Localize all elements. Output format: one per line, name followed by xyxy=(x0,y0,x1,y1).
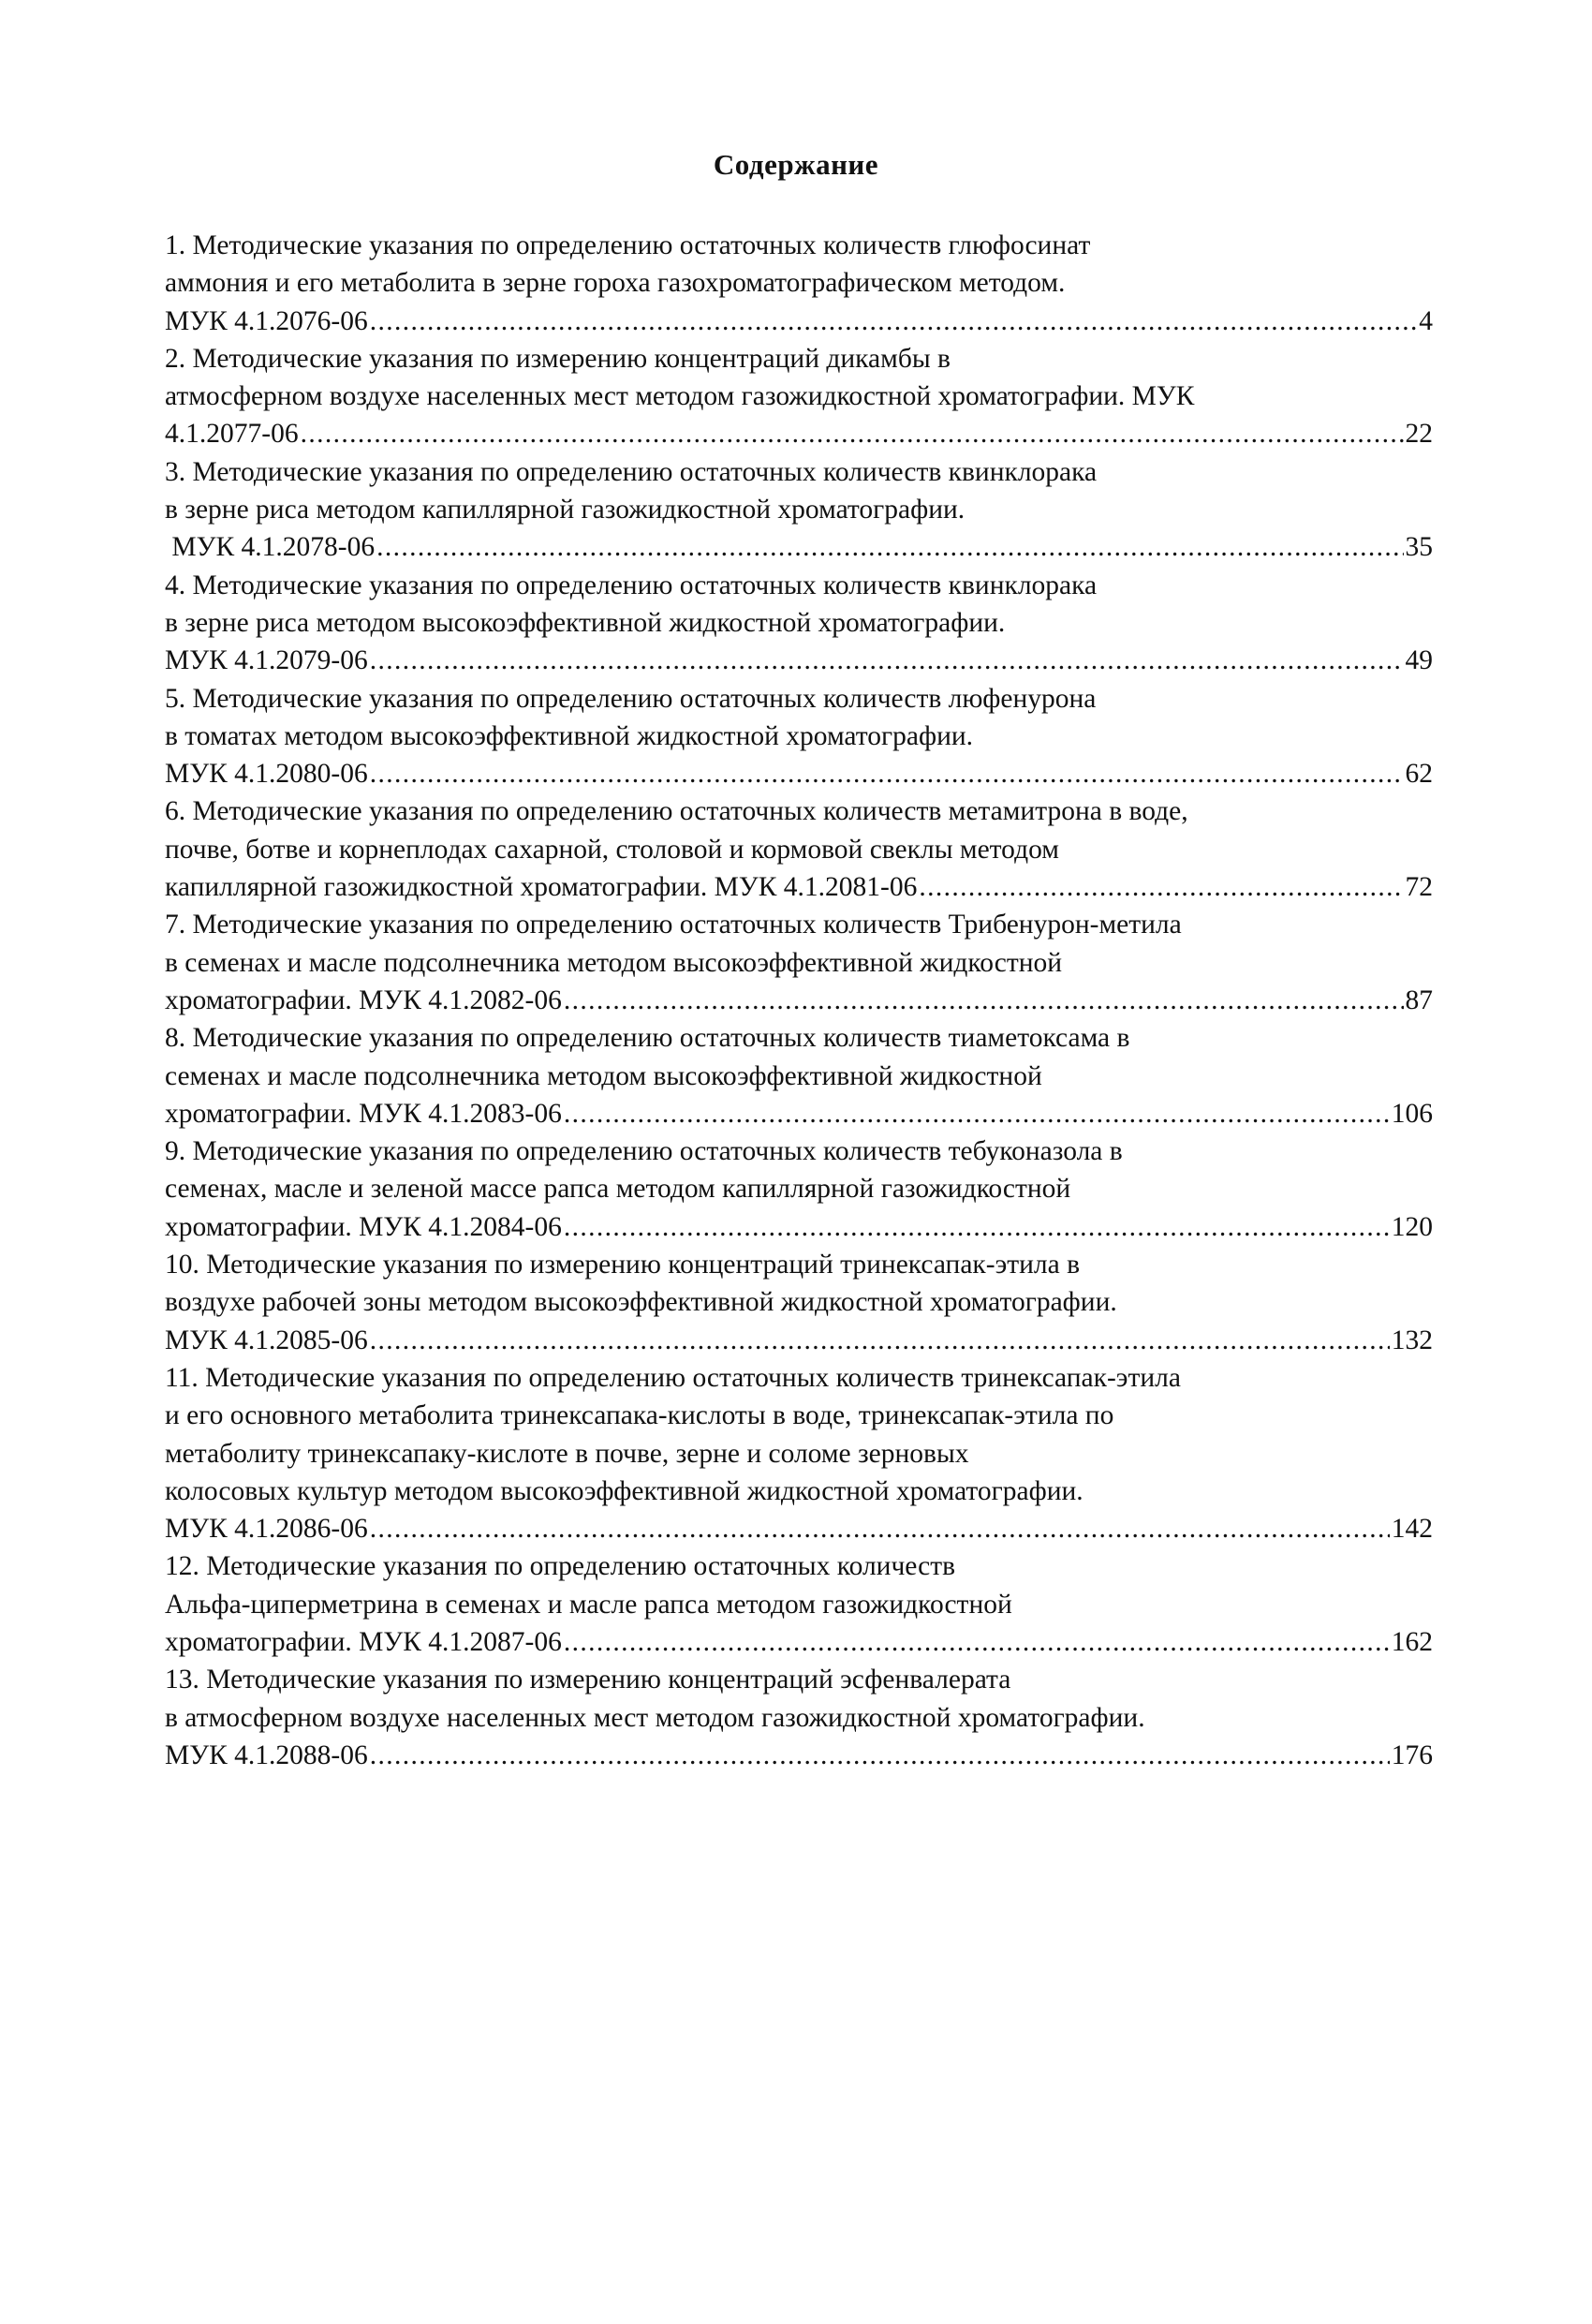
toc-entry[interactable] xyxy=(165,567,1433,680)
toc-entry[interactable] xyxy=(165,792,1433,906)
dot-leader xyxy=(370,303,1418,340)
toc-entry-page-number[interactable]: 35 xyxy=(1405,532,1433,563)
toc-entry-text-line: 5. Методические указания по определению остаточных количеств люфенурона xyxy=(165,683,1097,714)
toc-entry-reference-line xyxy=(165,1737,1433,1774)
dot-leader xyxy=(564,982,1404,1019)
toc-entry-text-line: семенах, масле и зеленой массе рапса методом капиллярной газожидкостной xyxy=(165,1174,1071,1205)
toc-entry-page-number[interactable]: 132 xyxy=(1391,1325,1433,1355)
toc-entry-reference-line xyxy=(165,642,1433,679)
dot-leader xyxy=(370,1510,1390,1547)
toc-entry-text-line: 7. Методические указания по определению остаточных количеств Трибенурон-метила xyxy=(165,910,1182,940)
toc-entry-document-code: хроматографии. МУК 4.1.2087-06 xyxy=(165,1626,562,1657)
toc-entry-text-line: почве, ботве и корнеплодах сахарной, столовой и кормовой свеклы методом xyxy=(165,834,1059,865)
toc-entry[interactable] xyxy=(165,453,1433,567)
toc-entry-page-number[interactable]: 176 xyxy=(1391,1739,1433,1770)
toc-entry-page-number[interactable]: 72 xyxy=(1405,872,1433,903)
toc-entry[interactable] xyxy=(165,680,1433,793)
toc-entry-page-number[interactable]: 106 xyxy=(1391,1098,1433,1129)
toc-entry-document-code: капиллярной газожидкостной хроматографии. МУК 4.1.2081-06 xyxy=(165,872,918,903)
toc-entry-reference-line xyxy=(165,528,1433,566)
toc-entry-text-line: 6. Методические указания по определению остаточных количеств метамитрона в воде, xyxy=(165,796,1188,827)
toc-entry-reference-line xyxy=(165,755,1433,792)
toc-entry[interactable] xyxy=(165,1132,1433,1246)
toc-entry-reference-line xyxy=(165,1322,1433,1359)
toc-entry-reference-line xyxy=(165,415,1433,452)
toc-entry-document-code: МУК 4.1.2088-06 xyxy=(165,1739,368,1770)
toc-entry[interactable] xyxy=(165,1246,1433,1359)
toc-entry-text-line: метаболиту тринексапаку-кислоте в почве, зерне и соломе зерновых xyxy=(165,1438,969,1469)
dot-leader xyxy=(301,415,1404,452)
toc-entry-reference-line xyxy=(165,1623,1433,1661)
dot-leader xyxy=(919,868,1403,906)
toc-entry-text-line: 1. Методические указания по определению остаточных количеств глюфосинат xyxy=(165,230,1091,260)
toc-entry-page-number[interactable]: 120 xyxy=(1391,1211,1433,1242)
toc-entry-text-line: в томатах методом высокоэффективной жидкостной хроматографии. xyxy=(165,720,974,751)
dot-leader xyxy=(370,1737,1390,1774)
toc-entry[interactable] xyxy=(165,906,1433,1019)
toc-entry[interactable] xyxy=(165,340,1433,453)
toc-entry-text-line: атмосферном воздухе населенных мест методом газожидкостной хроматографии. МУК xyxy=(165,381,1195,412)
toc-entry[interactable] xyxy=(165,1547,1433,1661)
table-of-contents xyxy=(165,227,1433,1774)
dot-leader xyxy=(564,1623,1390,1661)
dot-leader xyxy=(564,1095,1390,1132)
toc-entry-page-number[interactable]: 4 xyxy=(1419,305,1433,336)
toc-entry-document-code: хроматографии. МУК 4.1.2084-06 xyxy=(165,1211,562,1242)
toc-entry-document-code: МУК 4.1.2076-06 xyxy=(165,305,368,336)
toc-entry-text-line: Альфа-циперметрина в семенах и масле рапса методом газожидкостной xyxy=(165,1589,1012,1620)
toc-entry-document-code: 4.1.2077-06 xyxy=(165,419,299,450)
toc-entry[interactable] xyxy=(165,1359,1433,1547)
toc-entry-page-number[interactable]: 162 xyxy=(1391,1626,1433,1657)
dot-leader xyxy=(370,1322,1390,1359)
toc-entry[interactable] xyxy=(165,1661,1433,1774)
page-title: Содержание xyxy=(713,148,879,181)
toc-entry-text-line: 10. Методические указания по измерению концентраций тринексапак-этила в xyxy=(165,1250,1081,1280)
toc-entry-text-line: 9. Методические указания по определению остаточных количеств тебуконазола в xyxy=(165,1136,1123,1167)
toc-entry-page-number[interactable]: 22 xyxy=(1405,419,1433,450)
toc-entry-text-line: 12. Методические указания по определению остаточных количеств xyxy=(165,1551,956,1582)
toc-entry-document-code: хроматографии. МУК 4.1.2083-06 xyxy=(165,1098,562,1129)
toc-entry-reference-line xyxy=(165,868,1433,906)
toc-entry[interactable] xyxy=(165,1019,1433,1132)
toc-entry-text-line: 2. Методические указания по измерению концентраций дикамбы в xyxy=(165,343,951,374)
toc-entry-document-code: МУК 4.1.2080-06 xyxy=(165,759,368,790)
toc-entry-text-line: семенах и масле подсолнечника методом высокоэффективной жидкостной xyxy=(165,1060,1042,1091)
toc-entry-text-line: 3. Методические указания по определению остаточных количеств квинклорака xyxy=(165,456,1098,487)
toc-entry-document-code: МУК 4.1.2085-06 xyxy=(165,1325,368,1355)
toc-entry-document-code: МУК 4.1.2086-06 xyxy=(165,1514,368,1545)
toc-entry-text-line: 4. Методические указания по определению остаточных количеств квинклорака xyxy=(165,570,1098,600)
dot-leader xyxy=(564,1208,1390,1246)
toc-entry-text-line: 13. Методические указания по измерению концентраций эсфенвалерата xyxy=(165,1665,1011,1695)
toc-entry-page-number[interactable]: 142 xyxy=(1391,1514,1433,1545)
toc-entry-document-code: хроматографии. МУК 4.1.2082-06 xyxy=(165,984,562,1015)
toc-entry-text-line: аммония и его метаболита в зерне гороха газохроматографическом методом. xyxy=(165,268,1066,299)
toc-entry-text-line: 8. Методические указания по определению остаточных количеств тиаметоксама в xyxy=(165,1023,1130,1054)
toc-entry-page-number[interactable]: 87 xyxy=(1405,984,1433,1015)
toc-entry-text-line: воздухе рабочей зоны методом высокоэффективной жидкостной хроматографии. xyxy=(165,1287,1117,1318)
toc-entry[interactable] xyxy=(165,227,1433,340)
toc-entry-text-line: колосовых культур методом высокоэффективной жидкостной хроматографии. xyxy=(165,1475,1083,1506)
toc-entry-text-line: в семенах и масле подсолнечника методом высокоэффективной жидкостной xyxy=(165,947,1063,978)
dot-leader xyxy=(370,642,1404,679)
toc-entry-text-line: 11. Методические указания по определению остаточных количеств тринексапак-этила xyxy=(165,1362,1181,1393)
toc-entry-document-code: МУК 4.1.2079-06 xyxy=(165,645,368,676)
toc-entry-text-line: в зерне риса методом высокоэффективной жидкостной хроматографии. xyxy=(165,607,1006,638)
toc-entry-text-line: и его основного метаболита тринексапака-кислоты в воде, тринексапак-этила по xyxy=(165,1400,1114,1431)
toc-entry-reference-line xyxy=(165,1510,1433,1547)
toc-entry-reference-line xyxy=(165,982,1433,1019)
toc-entry-reference-line xyxy=(165,1208,1433,1246)
dot-leader xyxy=(370,755,1404,792)
toc-entry-text-line: в атмосферном воздухе населенных мест методом газожидкостной хроматографии. xyxy=(165,1702,1145,1733)
toc-entry-document-code: МУК 4.1.2078-06 xyxy=(165,532,376,563)
toc-entry-page-number[interactable]: 62 xyxy=(1405,759,1433,790)
toc-entry-text-line: в зерне риса методом капиллярной газожидкостной хроматографии. xyxy=(165,495,966,525)
dot-leader xyxy=(376,528,1403,566)
toc-entry-page-number[interactable]: 49 xyxy=(1405,645,1433,676)
toc-entry-reference-line xyxy=(165,1095,1433,1132)
toc-entry-reference-line xyxy=(165,303,1433,340)
